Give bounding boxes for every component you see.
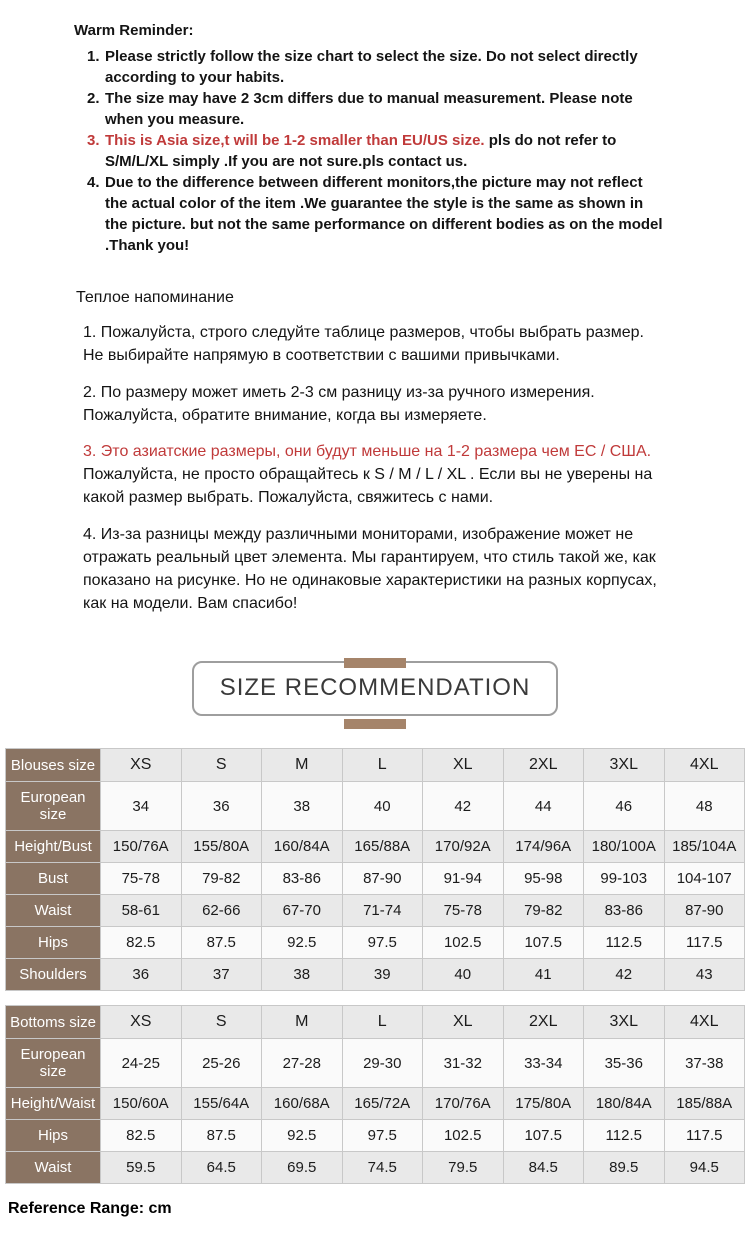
value-cell: 175/80A xyxy=(503,1088,584,1120)
value-cell: 160/84A xyxy=(262,831,343,863)
value-cell: 75-78 xyxy=(101,863,182,895)
table-row xyxy=(6,863,745,895)
blouses-size-table xyxy=(5,748,745,991)
russian-reminder-item-2: 2. По размеру может иметь 2-3 см разницу из-за ручного измерения. Пожалуйста, обратите внимание, когда вы измеряете. xyxy=(83,383,595,424)
value-cell: 79.5 xyxy=(423,1152,504,1184)
value-cell: 180/84A xyxy=(584,1088,665,1120)
value-cell: 40 xyxy=(423,959,504,991)
warm-reminder-item-3 xyxy=(87,130,665,172)
row-label-cell: Hips xyxy=(6,927,101,959)
value-cell: 94.5 xyxy=(664,1152,745,1184)
size-column-header: XL xyxy=(423,749,504,782)
warm-reminder-item-1 xyxy=(87,46,665,88)
value-cell: 99-103 xyxy=(584,863,665,895)
value-cell: 165/72A xyxy=(342,1088,423,1120)
table-row xyxy=(6,782,745,831)
value-cell: 92.5 xyxy=(262,1120,343,1152)
table-title-cell: Bottoms size xyxy=(6,1006,101,1039)
value-cell: 174/96A xyxy=(503,831,584,863)
item-text xyxy=(105,130,665,172)
value-cell: 42 xyxy=(584,959,665,991)
value-cell: 180/100A xyxy=(584,831,665,863)
value-cell: 35-36 xyxy=(584,1039,665,1088)
size-column-header: S xyxy=(181,749,262,782)
size-recommendation-wrap xyxy=(0,661,750,716)
table-row xyxy=(6,1088,745,1120)
badge-ribbon-bottom xyxy=(344,719,406,729)
table-row xyxy=(6,895,745,927)
value-cell: 37-38 xyxy=(664,1039,745,1088)
value-cell: 40 xyxy=(342,782,423,831)
value-cell: 33-34 xyxy=(503,1039,584,1088)
item-number: 2. xyxy=(87,90,100,107)
table-row xyxy=(6,1120,745,1152)
value-cell: 150/60A xyxy=(101,1088,182,1120)
value-cell: 27-28 xyxy=(262,1039,343,1088)
value-cell: 24-25 xyxy=(101,1039,182,1088)
size-column-header: L xyxy=(342,1006,423,1039)
value-cell: 41 xyxy=(503,959,584,991)
value-cell: 58-61 xyxy=(101,895,182,927)
value-cell: 59.5 xyxy=(101,1152,182,1184)
row-label-cell: Shoulders xyxy=(6,959,101,991)
value-cell: 155/64A xyxy=(181,1088,262,1120)
row-label-cell: Waist xyxy=(6,895,101,927)
table-row xyxy=(6,1152,745,1184)
value-cell: 48 xyxy=(664,782,745,831)
value-cell: 160/68A xyxy=(262,1088,343,1120)
row-label-cell: Height/Waist xyxy=(6,1088,101,1120)
item-text: Due to the difference between different monitors,the picture may not reflect the actual color of the item .We guarantee the style is the same as shown in the picture. but not the same performance on different bodies as on the model .Thank you! xyxy=(105,174,663,254)
size-column-header: XL xyxy=(423,1006,504,1039)
value-cell: 112.5 xyxy=(584,927,665,959)
value-cell: 82.5 xyxy=(101,927,182,959)
value-cell: 117.5 xyxy=(664,927,745,959)
size-column-header: L xyxy=(342,749,423,782)
item-number: 3. xyxy=(87,132,100,149)
value-cell: 39 xyxy=(342,959,423,991)
value-cell: 36 xyxy=(181,782,262,831)
size-column-header: 4XL xyxy=(664,749,745,782)
value-cell: 38 xyxy=(262,782,343,831)
value-cell: 170/92A xyxy=(423,831,504,863)
size-header-row xyxy=(6,1006,745,1039)
russian-reminder-item-3 xyxy=(83,440,661,510)
value-cell: 46 xyxy=(584,782,665,831)
value-cell: 185/104A xyxy=(664,831,745,863)
value-cell: 155/80A xyxy=(181,831,262,863)
value-cell: 97.5 xyxy=(342,1120,423,1152)
value-cell: 83-86 xyxy=(584,895,665,927)
value-cell: 107.5 xyxy=(503,1120,584,1152)
value-cell: 83-86 xyxy=(262,863,343,895)
table-row xyxy=(6,927,745,959)
value-cell: 74.5 xyxy=(342,1152,423,1184)
size-column-header: M xyxy=(262,1006,343,1039)
value-cell: 44 xyxy=(503,782,584,831)
row-label-cell: Hips xyxy=(6,1120,101,1152)
value-cell: 42 xyxy=(423,782,504,831)
size-column-header: XS xyxy=(101,749,182,782)
value-cell: 91-94 xyxy=(423,863,504,895)
item-text-red: 3. Это азиатские размеры, они будут меньше на 1-2 размера чем ЕС / США. xyxy=(83,442,652,460)
value-cell: 69.5 xyxy=(262,1152,343,1184)
value-cell: 87-90 xyxy=(342,863,423,895)
value-cell: 102.5 xyxy=(423,1120,504,1152)
warm-reminder-title: Warm Reminder: xyxy=(74,22,194,39)
warm-reminder-section xyxy=(0,0,665,256)
value-cell: 36 xyxy=(101,959,182,991)
value-cell: 170/76A xyxy=(423,1088,504,1120)
bottoms-size-table xyxy=(5,1005,745,1184)
table-title-cell: Blouses size xyxy=(6,749,101,782)
size-column-header: S xyxy=(181,1006,262,1039)
row-label-cell: European size xyxy=(6,1039,101,1088)
table-row xyxy=(6,1039,745,1088)
item-text-rest: Пожалуйста, не просто обращайтесь к S / M / L / XL . Если вы не уверены на какой размер выбрать. Пожалуйста, свяжитесь с нами. xyxy=(83,466,653,507)
value-cell: 29-30 xyxy=(342,1039,423,1088)
size-column-header: 2XL xyxy=(503,749,584,782)
value-cell: 104-107 xyxy=(664,863,745,895)
item-text-red: This is Asia size,t will be 1-2 smaller than EU/US size. xyxy=(105,132,485,149)
badge-ribbon-top xyxy=(344,658,406,668)
row-label-cell: Waist xyxy=(6,1152,101,1184)
value-cell: 75-78 xyxy=(423,895,504,927)
value-cell: 87-90 xyxy=(664,895,745,927)
russian-reminder-title: Теплое напоминание xyxy=(76,289,234,306)
size-header-row xyxy=(6,749,745,782)
value-cell: 34 xyxy=(101,782,182,831)
value-cell: 117.5 xyxy=(664,1120,745,1152)
value-cell: 165/88A xyxy=(342,831,423,863)
value-cell: 67-70 xyxy=(262,895,343,927)
value-cell: 150/76A xyxy=(101,831,182,863)
value-cell: 87.5 xyxy=(181,927,262,959)
row-label-cell: Height/Bust xyxy=(6,831,101,863)
size-column-header: XS xyxy=(101,1006,182,1039)
item-text: The size may have 2 3cm differs due to manual measurement. Please note when you measure. xyxy=(105,90,633,128)
value-cell: 84.5 xyxy=(503,1152,584,1184)
item-text-rest: pls do not refer to S/M/L/XL simply .If you are not sure.pls contact us. xyxy=(105,132,617,170)
warm-reminder-list xyxy=(87,46,665,256)
size-column-header: 3XL xyxy=(584,1006,665,1039)
value-cell: 107.5 xyxy=(503,927,584,959)
value-cell: 38 xyxy=(262,959,343,991)
row-label-cell: Bust xyxy=(6,863,101,895)
value-cell: 89.5 xyxy=(584,1152,665,1184)
value-cell: 79-82 xyxy=(503,895,584,927)
russian-reminder-section xyxy=(76,286,661,615)
table-row xyxy=(6,959,745,991)
value-cell: 62-66 xyxy=(181,895,262,927)
size-column-header: M xyxy=(262,749,343,782)
value-cell: 64.5 xyxy=(181,1152,262,1184)
item-number: 1. xyxy=(87,48,100,65)
size-column-header: 3XL xyxy=(584,749,665,782)
warm-reminder-item-2 xyxy=(87,88,665,130)
value-cell: 71-74 xyxy=(342,895,423,927)
warm-reminder-item-4 xyxy=(87,172,665,256)
item-number: 4. xyxy=(87,174,100,191)
value-cell: 97.5 xyxy=(342,927,423,959)
row-label-cell: European size xyxy=(6,782,101,831)
value-cell: 87.5 xyxy=(181,1120,262,1152)
value-cell: 37 xyxy=(181,959,262,991)
value-cell: 92.5 xyxy=(262,927,343,959)
size-recommendation-title: SIZE RECOMMENDATION xyxy=(219,674,531,702)
value-cell: 43 xyxy=(664,959,745,991)
value-cell: 95-98 xyxy=(503,863,584,895)
value-cell: 25-26 xyxy=(181,1039,262,1088)
russian-reminder-item-1: 1. Пожалуйста, строго следуйте таблице размеров, чтобы выбрать размер. Не выбирайте напрямую в соответствии с вашими привычками. xyxy=(83,324,644,365)
value-cell: 82.5 xyxy=(101,1120,182,1152)
size-column-header: 2XL xyxy=(503,1006,584,1039)
item-text: Please strictly follow the size chart to select the size. Do not select directly according to your habits. xyxy=(105,48,638,86)
size-recommendation-badge xyxy=(192,661,559,716)
value-cell: 185/88A xyxy=(664,1088,745,1120)
russian-reminder-item-4: 4. Из-за разницы между различными мониторами, изображение может не отражать реальный цвет элемента. Мы гарантируем, что стиль такой же, как показано на рисунке. Но не одинаковые характеристики на разных корпусах, как на модели. Вам спасибо! xyxy=(83,525,657,613)
value-cell: 102.5 xyxy=(423,927,504,959)
value-cell: 112.5 xyxy=(584,1120,665,1152)
value-cell: 31-32 xyxy=(423,1039,504,1088)
table-row xyxy=(6,831,745,863)
size-column-header: 4XL xyxy=(664,1006,745,1039)
reference-range-note: Reference Range: cm xyxy=(8,1200,172,1218)
value-cell: 79-82 xyxy=(181,863,262,895)
